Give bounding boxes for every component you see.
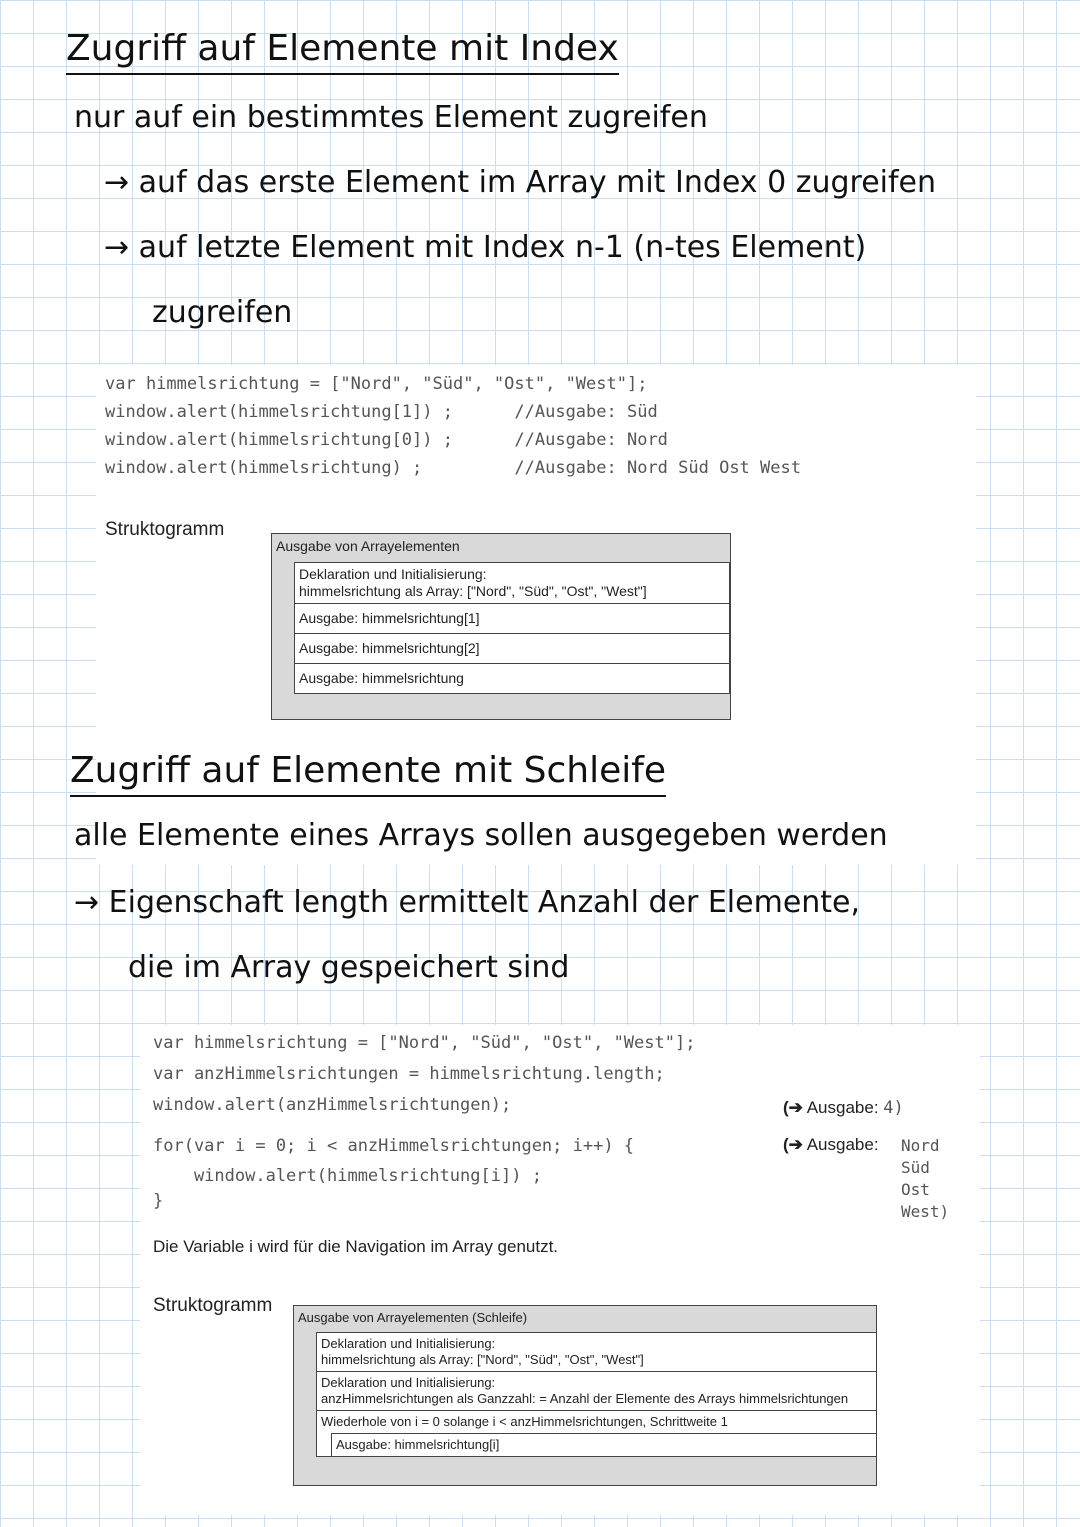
code-line: var anzHimmelsrichtungen = himmelsrichtung.length; — [153, 1064, 665, 1084]
output-label: Ausgabe: — [806, 1098, 879, 1117]
section1-line1: nur auf ein bestimmtes Element zugreifen — [74, 100, 708, 135]
section2-code — [153, 1028, 695, 1214]
section2-bullet1: → Eigenschaft length ermittelt Anzahl der Elemente, — [74, 885, 861, 920]
struktogramm-row — [295, 604, 729, 634]
output-value: Süd — [901, 1158, 930, 1177]
struktogramm-loop-header: Wiederhole von i = 0 solange i < anzHimmelsrichtungen, Schrittweite 1 — [321, 1414, 728, 1429]
struktogramm-loop — [317, 1411, 876, 1457]
output-value: Ost — [901, 1180, 930, 1199]
code-line: window.alert(himmelsrichtung[1]) ; //Ausgabe: Süd — [105, 402, 658, 422]
struktogramm-row-text: Ausgabe: himmelsrichtung[2] — [299, 640, 480, 656]
section2-line1: alle Elemente eines Arrays sollen ausgegeben werden — [74, 818, 888, 853]
code-line: window.alert(himmelsrichtung) ; //Ausgabe: Nord Süd Ost West — [105, 458, 801, 478]
arrow-icon: (➔ — [783, 1135, 803, 1154]
struktogramm-row-text: himmelsrichtung als Array: ["Nord", "Süd", "Ost", "West"] — [321, 1352, 644, 1367]
code-line: window.alert(himmelsrichtung[0]) ; //Ausgabe: Nord — [105, 430, 668, 450]
section2-note: Die Variable i wird für die Navigation im Array genutzt. — [153, 1237, 559, 1256]
section1-bullet2-cont: zugreifen — [152, 295, 293, 330]
section2-struktogramm-label: Struktogramm — [153, 1295, 273, 1316]
struktogramm-title: Ausgabe von Arrayelementen (Schleife) — [298, 1310, 528, 1325]
output-values — [901, 1135, 949, 1223]
section1-struktogramm — [271, 533, 731, 720]
struktogramm-row — [317, 1372, 876, 1411]
struktogramm-row-text: Deklaration und Initialisierung: — [321, 1336, 496, 1351]
section1-code — [105, 370, 801, 482]
output-count — [783, 1098, 904, 1118]
arrow-icon: (➔ — [783, 1098, 803, 1117]
section1-bullet2: → auf letzte Element mit Index n-1 (n-tes Element) — [104, 230, 867, 265]
output-loop — [783, 1135, 879, 1155]
struktogramm-row — [295, 563, 729, 604]
output-label: Ausgabe: — [806, 1135, 879, 1154]
code-line: window.alert(himmelsrichtung[i]) ; — [153, 1166, 542, 1186]
struktogramm-title: Ausgabe von Arrayelementen — [276, 538, 460, 554]
struktogramm-row-text: anzHimmelsrichtungen als Ganzzahl: = Anzahl der Elemente des Arrays himmelsrichtungen — [321, 1391, 849, 1406]
struktogramm-row — [317, 1333, 876, 1372]
section2-heading: Zugriff auf Elemente mit Schleife — [70, 750, 666, 797]
struktogramm-loop-body: Ausgabe: himmelsrichtung[i] — [331, 1433, 876, 1456]
section1-heading: Zugriff auf Elemente mit Index — [66, 28, 619, 75]
struktogramm-row — [295, 634, 729, 664]
struktogramm-row-text: Ausgabe: himmelsrichtung — [299, 670, 464, 686]
code-line: window.alert(anzHimmelsrichtungen); — [153, 1095, 512, 1115]
output-value: West) — [901, 1202, 950, 1221]
section2-struktogramm — [293, 1305, 877, 1486]
code-line: var himmelsrichtung = ["Nord", "Süd", "Ost", "West"]; — [105, 374, 648, 394]
output-value: 4) — [883, 1098, 904, 1118]
code-line: for(var i = 0; i < anzHimmelsrichtungen; i++) { — [153, 1136, 635, 1156]
struktogramm-row-text: Ausgabe: himmelsrichtung[1] — [299, 610, 480, 626]
section1-struktogramm-label: Struktogramm — [105, 519, 225, 540]
section2-bullet1-cont: die im Array gespeichert sind — [128, 950, 570, 985]
code-line: var himmelsrichtung = ["Nord", "Süd", "Ost", "West"]; — [153, 1033, 696, 1053]
code-line: } — [153, 1191, 164, 1211]
struktogramm-row-text: himmelsrichtung als Array: ["Nord", "Süd", "Ost", "West"] — [299, 583, 647, 599]
struktogramm-row — [295, 664, 729, 694]
struktogramm-row-text: Deklaration und Initialisierung: — [321, 1375, 496, 1390]
struktogramm-row-text: Deklaration und Initialisierung: — [299, 566, 487, 582]
output-value: Nord — [901, 1136, 940, 1155]
section1-bullet1: → auf das erste Element im Array mit Index 0 zugreifen — [104, 165, 937, 200]
